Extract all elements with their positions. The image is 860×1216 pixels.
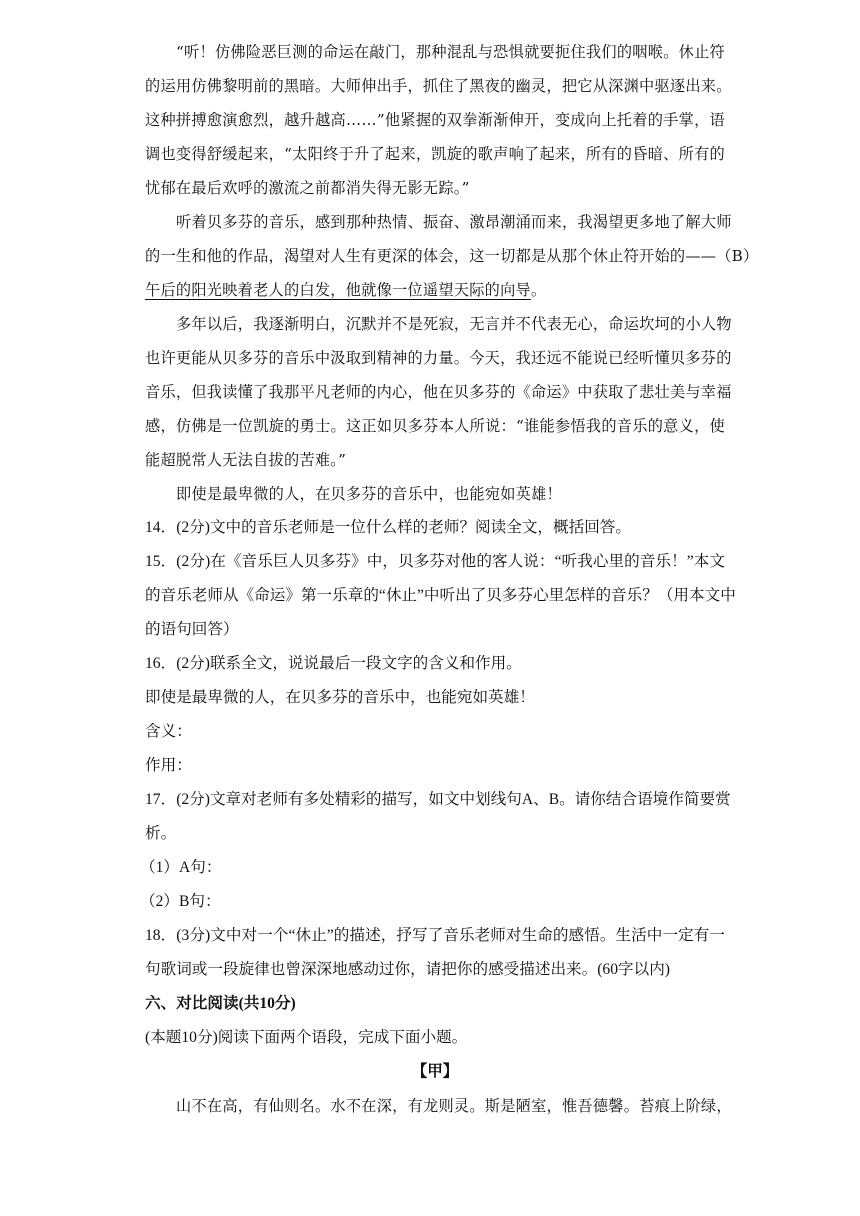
- passage-p2-line-3: [145, 280, 725, 300]
- passage-p2-end: 。: [530, 281, 547, 299]
- passage-p1-line-5: 忧郁在最后欢呼的激流之前都消失得无影无踪。”: [145, 179, 470, 197]
- passage-p3-line-2: 也许更能从贝多芬的音乐中汲取到精神的力量。今天，我还远不能说已经听懂贝多芬的: [145, 349, 732, 367]
- question-16-meaning-label: 含义：: [145, 723, 192, 740]
- question-18-line-1: 18．(3分)文中对一个“休止”的描述，抒写了音乐老师对生命的感悟。生活中一定有一: [145, 927, 725, 944]
- passage-p1-line-4: 调也变得舒缓起来，“太阳终于升了起来，凯旋的歌声响了起来，所有的昏暗、所有的: [145, 145, 725, 163]
- underlined-sentence-b: 午后的阳光映着老人的白发，他就像一位遥望天际的向导: [145, 281, 531, 299]
- question-16-effect-label: 作用：: [145, 757, 192, 774]
- passage-p2-line-1: 听着贝多芬的音乐，感到那种热情、振奋、激昂潮涌而来，我渴望更多地了解大师: [176, 213, 732, 231]
- question-17-line-2: 析。: [145, 825, 177, 842]
- question-18-line-2: 句歌词或一段旋律也曾深深地感动过你，请把你的感受描述出来。(60字以内): [145, 961, 670, 978]
- passage-p2-line-2: 的一生和他的作品，渴望对人生有更深的体会，这一切都是从那个休止符开始的——（B）: [145, 247, 759, 265]
- passage-p4: 即使是最卑微的人，在贝多芬的音乐中，也能宛如英雄！: [176, 485, 562, 503]
- passage-p3-line-1: 多年以后，我逐渐明白，沉默并不是死寂，无言并不代表无心，命运坎坷的小人物: [176, 315, 732, 333]
- passage-p3-line-4: 感，仿佛是一位凯旋的勇士。这正如贝多芬本人所说：“谁能参悟我的音乐的意义，使: [145, 417, 725, 435]
- question-16: 16．(2分)联系全文，说说最后一段文字的含义和作用。: [145, 655, 522, 672]
- jia-title: 【甲】: [411, 1063, 459, 1080]
- question-15-line-3: 的语句回答）: [145, 621, 239, 638]
- section-6-heading: 六、对比阅读(共10分): [145, 995, 296, 1012]
- question-17-a-label: （1）A句：: [140, 859, 222, 876]
- question-17-b-label: （2）B句：: [140, 893, 221, 910]
- question-15-line-1: 15．(2分)在《音乐巨人贝多芬》中，贝多芬对他的客人说：“听我心里的音乐！”本文: [145, 553, 725, 570]
- section-6-intro: (本题10分)阅读下面两个语段，完成下面小题。: [145, 1029, 468, 1046]
- passage-p3-line-5: 能超脱常人无法自拔的苦难。”: [145, 451, 347, 469]
- passage-p1-line-3: 这种拼搏愈演愈烈，越升越高……”他紧握的双拳渐渐伸开，变成向上托着的手掌，语: [145, 111, 725, 129]
- passage-p1-line-2: 的运用仿佛黎明前的黑暗。大师伸出手，抓住了黑夜的幽灵，把它从深渊中驱逐出来。: [145, 77, 732, 95]
- question-14: 14．(2分)文中的音乐老师是一位什么样的老师？阅读全文，概括回答。: [145, 519, 631, 536]
- question-16-quote: 即使是最卑微的人，在贝多芬的音乐中，也能宛如英雄！: [145, 689, 535, 706]
- question-17-line-1: 17．(2分)文章对老师有多处精彩的描写，如文中划线句A、B。请你结合语境作简要赏: [145, 791, 731, 808]
- question-15-line-2: 的音乐老师从《命运》第一乐章的“休止”中听出了贝多芬心里怎样的音乐？（用本文中: [145, 587, 736, 604]
- passage-p1-line-1: “听！仿佛险恶巨测的命运在敲门，那种混乱与恐惧就要扼住我们的咽喉。休止符: [176, 43, 725, 61]
- jia-text-line-1: 山不在高，有仙则名。水不在深，有龙则灵。斯是陋室，惟吾德馨。苔痕上阶绿，: [176, 1097, 732, 1115]
- passage-p3-line-3: 音乐，但我读懂了我那平凡老师的内心，他在贝多芬的《命运》中获取了悲壮美与幸福: [145, 383, 732, 401]
